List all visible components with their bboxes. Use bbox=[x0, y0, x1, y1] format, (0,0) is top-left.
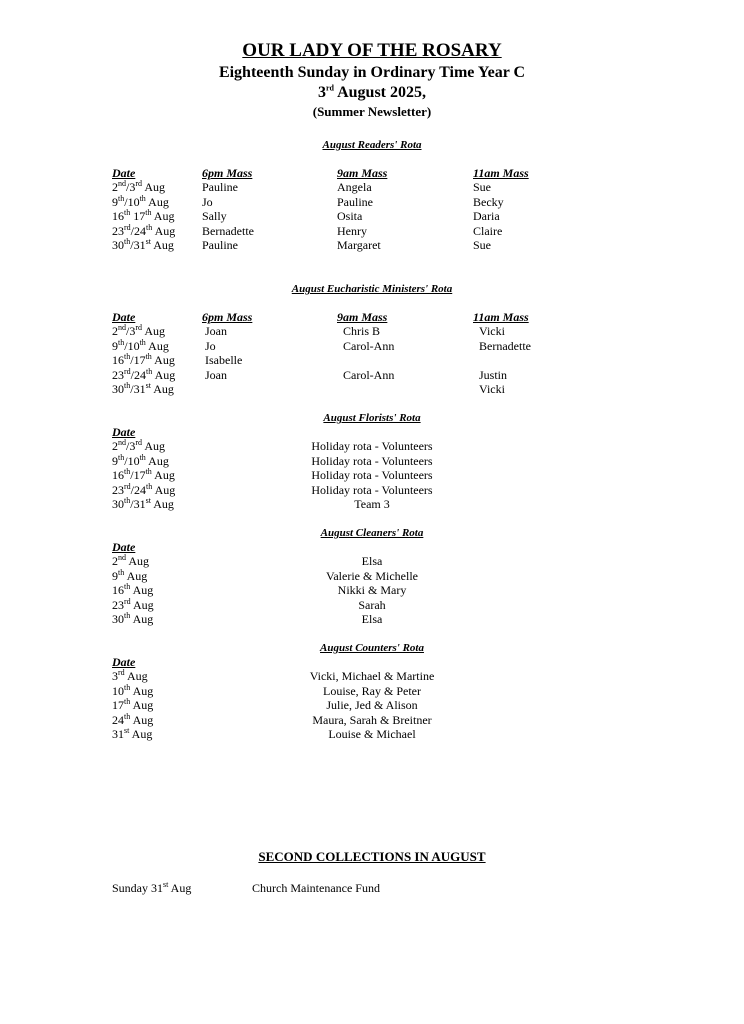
date-day: 31 bbox=[112, 727, 124, 741]
rota-date bbox=[112, 180, 165, 194]
newsletter-date: 3rd August 2025, bbox=[317, 83, 427, 101]
rota-name: Justin bbox=[479, 367, 508, 382]
date-ordinal: th bbox=[146, 222, 153, 232]
date-day: 30 bbox=[112, 612, 124, 626]
date-month: Aug bbox=[124, 669, 148, 683]
date-month: Aug bbox=[145, 338, 169, 353]
rota-date bbox=[112, 353, 175, 367]
date-separator: / bbox=[130, 497, 134, 511]
rota-name: Joan bbox=[205, 324, 227, 338]
rota-date bbox=[112, 454, 169, 468]
date-month: Aug bbox=[130, 683, 154, 698]
rota-name: Pauline bbox=[202, 180, 238, 194]
date-month: Aug bbox=[150, 497, 174, 511]
rota-name: Angela bbox=[337, 180, 372, 194]
date-day: 3 bbox=[112, 669, 118, 683]
rota-date bbox=[112, 554, 149, 568]
florists-rota-title: August Florists' Rota bbox=[323, 412, 421, 424]
rota-assignment: Valerie & Michelle bbox=[326, 568, 418, 583]
rota-name: Joan bbox=[205, 367, 227, 382]
date-day: 31 bbox=[133, 497, 146, 511]
date-ordinal: rd bbox=[135, 179, 143, 188]
date-month: Aug bbox=[150, 238, 174, 252]
date-ordinal: rd bbox=[135, 323, 143, 332]
date-month: Aug bbox=[129, 727, 153, 741]
date-ordinal: nd bbox=[118, 438, 126, 447]
rota-date bbox=[112, 612, 153, 626]
date-ordinal: th bbox=[124, 611, 131, 620]
date-ordinal: rd bbox=[124, 222, 131, 232]
rota-date bbox=[112, 698, 153, 712]
date-day: 3 bbox=[129, 439, 136, 453]
date-day: 17 bbox=[133, 209, 146, 223]
date-day: 17 bbox=[133, 353, 146, 367]
date-separator: / bbox=[124, 453, 128, 468]
date-day: 23 bbox=[112, 367, 124, 382]
date-ordinal: th bbox=[124, 237, 131, 246]
date-ordinal: rd bbox=[135, 438, 143, 447]
newsletter-edition: (Summer Newsletter) bbox=[312, 104, 432, 119]
date-ordinal: nd bbox=[118, 179, 126, 188]
date-day: 9 bbox=[112, 338, 118, 353]
date-day: 24 bbox=[134, 223, 147, 238]
readers-header-6pm: 6pm Mass bbox=[202, 166, 253, 180]
collection-fund: Church Maintenance Fund bbox=[252, 881, 380, 895]
rota-date bbox=[112, 339, 169, 353]
rota-name: Vicki bbox=[479, 324, 505, 338]
date-month: Aug bbox=[130, 597, 154, 612]
date-day: 2 bbox=[112, 439, 118, 453]
rota-date bbox=[112, 497, 174, 511]
rota-date bbox=[112, 439, 165, 453]
rota-assignment: Holiday rota - Volunteers bbox=[311, 468, 433, 482]
date-day: 9 bbox=[112, 194, 118, 209]
date-day: 17 bbox=[133, 468, 146, 482]
rota-date bbox=[112, 368, 175, 382]
rota-date bbox=[112, 224, 175, 238]
date-ordinal: th bbox=[139, 337, 146, 347]
date-day: 24 bbox=[134, 482, 147, 497]
rota-date bbox=[112, 669, 148, 683]
date-day: 23 bbox=[112, 223, 124, 238]
rota-assignment: Sarah bbox=[358, 597, 386, 612]
rota-assignment: Julie, Jed & Alison bbox=[326, 698, 418, 712]
rota-assignment: Louise, Ray & Peter bbox=[323, 683, 421, 698]
rota-assignment: Nikki & Mary bbox=[337, 583, 407, 597]
date-separator: / bbox=[126, 324, 130, 338]
rota-name: Claire bbox=[473, 223, 503, 238]
date-month: Aug bbox=[142, 324, 166, 338]
rota-name: Becky bbox=[473, 194, 504, 209]
date-separator: / bbox=[130, 367, 135, 382]
date-month: Aug bbox=[130, 583, 154, 597]
date-ordinal: th bbox=[145, 467, 152, 476]
florists-header-date: Date bbox=[112, 425, 136, 439]
date-ordinal: th bbox=[124, 381, 131, 390]
rota-assignment: Holiday rota - Volunteers bbox=[311, 482, 433, 497]
rota-date bbox=[112, 684, 153, 698]
rota-name: Osita bbox=[337, 209, 363, 223]
rota-name: Sally bbox=[202, 209, 227, 223]
rota-name: Sue bbox=[473, 238, 491, 252]
date-ordinal: rd bbox=[118, 668, 125, 677]
second-collections-title: SECOND COLLECTIONS IN AUGUST bbox=[258, 849, 486, 864]
newsletter-title: OUR LADY OF THE ROSARY bbox=[242, 40, 502, 61]
rota-date bbox=[112, 238, 174, 252]
rota-date bbox=[112, 727, 152, 741]
rota-date bbox=[112, 195, 169, 209]
rota-name: Jo bbox=[202, 194, 213, 209]
counters-header-date: Date bbox=[112, 655, 136, 669]
readers-header-date: Date bbox=[112, 166, 136, 180]
rota-date bbox=[112, 713, 153, 727]
date-day: 16 bbox=[112, 209, 124, 223]
date-ordinal: nd bbox=[118, 323, 126, 332]
date-day: 23 bbox=[112, 482, 124, 497]
date-day: 16 bbox=[112, 583, 124, 597]
date-ordinal: st bbox=[145, 237, 151, 246]
rota-name: Vicki bbox=[479, 382, 505, 396]
date-day: 9 bbox=[112, 453, 118, 468]
date-ordinal: st bbox=[124, 726, 130, 735]
readers-rota-title: August Readers' Rota bbox=[322, 139, 422, 151]
ministers-rota-title: August Eucharistic Ministers' Rota bbox=[291, 283, 453, 295]
date-day: 10 bbox=[127, 453, 140, 468]
date-day: 16 bbox=[112, 468, 124, 482]
cleaners-rota-title: August Cleaners' Rota bbox=[320, 527, 424, 539]
counters-rota-title: August Counters' Rota bbox=[320, 642, 424, 654]
date-day: 30 bbox=[112, 238, 124, 252]
rota-name: Carol-Ann bbox=[343, 338, 395, 353]
date-day: 31 bbox=[133, 382, 146, 396]
rota-name: Jo bbox=[205, 338, 216, 353]
rota-date bbox=[112, 483, 175, 497]
rota-name: Chris B bbox=[343, 324, 381, 338]
date-ordinal: th bbox=[118, 567, 125, 577]
rota-name: Bernadette bbox=[202, 223, 254, 238]
date-separator: / bbox=[126, 439, 130, 453]
rota-name: Isabelle bbox=[205, 353, 243, 367]
rota-name: Pauline bbox=[202, 238, 238, 252]
date-ordinal: rd bbox=[124, 366, 131, 376]
date-day: 30 bbox=[112, 382, 124, 396]
date-ordinal: st bbox=[145, 381, 151, 390]
date-ordinal: th bbox=[139, 452, 146, 462]
date-ordinal: th bbox=[145, 352, 152, 361]
rota-assignment: Elsa bbox=[361, 554, 383, 568]
rota-name: Carol-Ann bbox=[343, 367, 395, 382]
date-day: 3 bbox=[129, 180, 136, 194]
date-separator: / bbox=[130, 482, 135, 497]
date-month: Aug bbox=[152, 482, 176, 497]
date-ordinal: th bbox=[124, 467, 131, 476]
date-day: 10 bbox=[127, 194, 140, 209]
date-ordinal: rd bbox=[124, 481, 131, 491]
date-separator: / bbox=[130, 382, 134, 396]
cleaners-header-date: Date bbox=[112, 540, 136, 554]
rota-date bbox=[112, 382, 174, 396]
collection-date: Sunday 31st Aug bbox=[112, 880, 192, 895]
ministers-header-11am: 11am Mass bbox=[473, 310, 529, 324]
ministers-header-6pm: 6pm Mass bbox=[202, 310, 253, 324]
date-day: 10 bbox=[127, 338, 140, 353]
date-separator: / bbox=[124, 194, 128, 209]
date-ordinal: th bbox=[145, 208, 152, 217]
rota-assignment: Maura, Sarah & Breitner bbox=[312, 712, 432, 727]
rota-date bbox=[112, 468, 175, 482]
date-month: Aug bbox=[142, 439, 166, 453]
ministers-header-date: Date bbox=[112, 310, 136, 324]
date-ordinal: th bbox=[124, 208, 131, 217]
date-ordinal: th bbox=[139, 193, 146, 203]
date-separator: / bbox=[130, 353, 134, 367]
date-separator: / bbox=[126, 180, 130, 194]
rota-assignment: Louise & Michael bbox=[328, 727, 416, 741]
rota-assignment: Team 3 bbox=[354, 497, 390, 511]
rota-assignment: Holiday rota - Volunteers bbox=[311, 439, 433, 453]
date-ordinal: th bbox=[118, 337, 125, 347]
date-separator: / bbox=[124, 338, 128, 353]
date-ordinal: th bbox=[124, 352, 131, 361]
rota-name: Sue bbox=[473, 180, 491, 194]
date-day: 2 bbox=[112, 180, 118, 194]
date-month: Aug bbox=[150, 382, 174, 396]
rota-name: Margaret bbox=[337, 238, 381, 252]
rota-name: Pauline bbox=[337, 194, 373, 209]
date-month: Aug bbox=[126, 554, 150, 568]
date-ordinal: th bbox=[146, 366, 153, 376]
date-separator: / bbox=[130, 223, 135, 238]
date-month: Aug bbox=[152, 367, 176, 382]
date-day: 30 bbox=[112, 497, 124, 511]
rota-date bbox=[112, 324, 165, 338]
date-month: Aug bbox=[151, 353, 175, 367]
date-day: 24 bbox=[134, 367, 147, 382]
date-ordinal: th bbox=[124, 582, 131, 591]
liturgical-subtitle: Eighteenth Sunday in Ordinary Time Year C bbox=[218, 64, 526, 81]
rota-name: Henry bbox=[337, 223, 367, 238]
date-ordinal: th bbox=[124, 697, 131, 706]
rota-assignment: Holiday rota - Volunteers bbox=[311, 453, 433, 468]
date-ordinal: nd bbox=[118, 553, 126, 562]
rota-name: Daria bbox=[473, 209, 500, 223]
date-month: Aug bbox=[130, 612, 154, 626]
date-day: 31 bbox=[133, 238, 146, 252]
date-month: Aug bbox=[151, 468, 175, 482]
date-day: 10 bbox=[112, 683, 124, 698]
date-month: Aug bbox=[151, 209, 175, 223]
date-separator: / bbox=[130, 238, 134, 252]
rota-date bbox=[112, 583, 153, 597]
date-month: Aug bbox=[130, 712, 154, 727]
date-month: Aug bbox=[124, 568, 148, 583]
date-ordinal: th bbox=[146, 481, 153, 491]
date-ordinal: st bbox=[145, 496, 151, 505]
date-separator: / bbox=[130, 468, 134, 482]
date-ordinal: th bbox=[118, 193, 125, 203]
date-day: 9 bbox=[112, 568, 118, 583]
date-day: 24 bbox=[112, 712, 124, 727]
date-ordinal: th bbox=[124, 682, 131, 692]
date-day: 3 bbox=[129, 324, 136, 338]
date-day: 23 bbox=[112, 597, 124, 612]
rota-assignment: Elsa bbox=[361, 612, 383, 626]
date-month: Aug bbox=[152, 223, 176, 238]
date-day: 17 bbox=[112, 698, 124, 712]
date-month: Aug bbox=[130, 698, 154, 712]
date-month: Aug bbox=[145, 453, 169, 468]
rota-date bbox=[112, 598, 154, 612]
date-ordinal: th bbox=[124, 711, 131, 721]
rota-name: Bernadette bbox=[479, 338, 531, 353]
date-ordinal: rd bbox=[124, 596, 131, 606]
ministers-header-9am: 9am Mass bbox=[337, 310, 388, 324]
date-month: Aug bbox=[145, 194, 169, 209]
date-day: 2 bbox=[112, 324, 118, 338]
rota-assignment: Vicki, Michael & Martine bbox=[309, 669, 435, 683]
date-day: 2 bbox=[112, 554, 118, 568]
readers-header-11am: 11am Mass bbox=[473, 166, 529, 180]
date-month: Aug bbox=[142, 180, 166, 194]
readers-header-9am: 9am Mass bbox=[337, 166, 388, 180]
date-ordinal: th bbox=[118, 452, 125, 462]
date-ordinal: th bbox=[124, 496, 131, 505]
rota-date bbox=[112, 569, 147, 583]
rota-date bbox=[112, 209, 174, 223]
date-day: 16 bbox=[112, 353, 124, 367]
